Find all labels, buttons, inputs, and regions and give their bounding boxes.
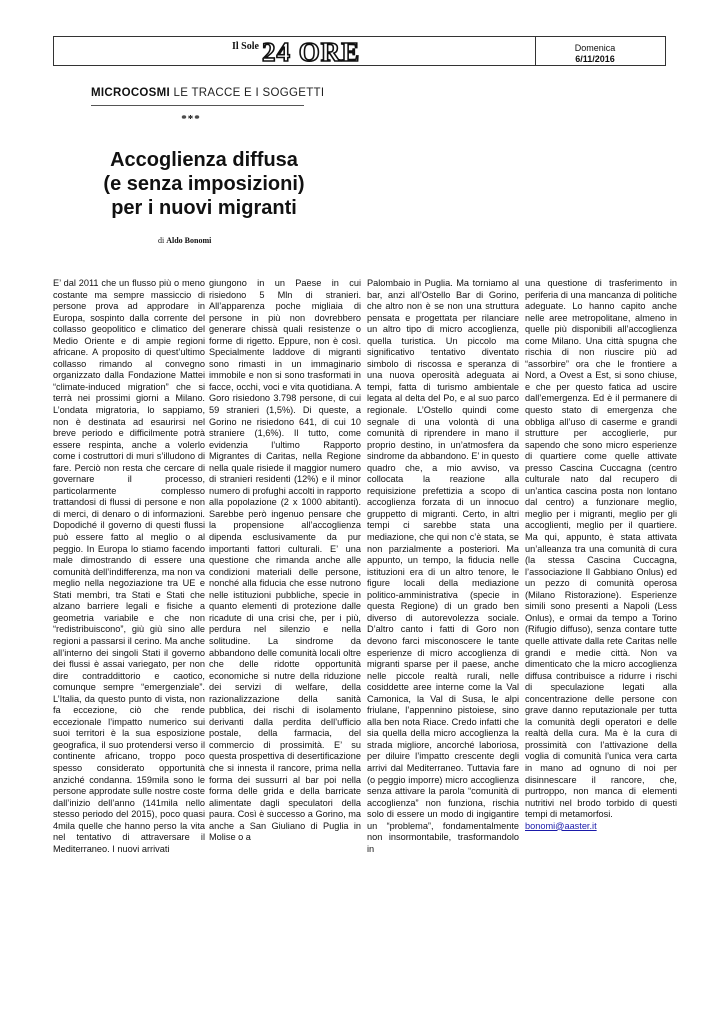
section-heading — [91, 87, 324, 99]
section-subtitle: LE TRACCE E I SOGGETTI — [173, 87, 325, 99]
section-rule — [91, 105, 304, 106]
title-line-2: (e senza imposizioni) — [103, 173, 305, 195]
article-column-2: giungono in un Paese in cui risiedono 5 Mln di stranieri. All’apparenza poche migliaia di persone in più non dovrebbero generare chissà quali resistenze o forme di rigetto. Eppure, non è così. Specialmente laddove di migranti sono rimasti in un immaginario immobile e non si sono trasformati in facce, occhi, voci e vita quotidiana. A Goro risiedono 3.798 persone, di cui 59 stranieri (1,5%). Di queste, a Gorino ne risiedono 641, di cui 10 straniere (1,6%). Il tutto, come evidenzia l’ultimo Rapporto Migrantes di Caritas, nella Regione nella quale risiede il maggior numero di stranieri residenti (12%) e il minor numero di profughi accolti in rapporto alla popolazione (2 x 1000 abitanti). Sarebbe però ingenuo pensare che la propensione all’accoglienza dipenda esclusivamente da pur importanti fattori culturali. E’ una questione che rimanda anche alle condizioni materiali delle persone, nonché alla fiducia che esse nutrono nelle istituzioni pubbliche, specie in quanto elementi di protezione dalle ricadute di una crisi che, per i più, perdura nel silenzio e nella solitudine. La sindrome da abbandono delle comunità locali oltre che delle ridotte opportunità economiche si nutre della riduzione dei servizi di welfare, della razionalizzazione della sanità pubblica, dei rischi di isolamento derivanti dalla perdita dell’ufficio postale, della farmacia, del commercio di prossimità. E’ su questa prospettiva di desertificazione che si innesta il rancore, prima nella forma dei sussurri al bar poi nella forma delle grida e della barricate alimentate dagli speculatori della paura. Così è successo a Gorino, ma anche a San Giuliano di Puglia in Molise o a — [209, 278, 361, 843]
logo-24-ore: 24 ORE — [261, 37, 361, 67]
section-stars: *** — [181, 113, 201, 125]
author-email-link[interactable]: bonomi@aaster.it — [525, 820, 597, 831]
issue-date-value: 6/11/2016 — [575, 54, 615, 64]
byline-prefix: di — [158, 236, 165, 245]
title-line-3: per i nuovi migranti — [111, 197, 297, 219]
issue-date — [535, 43, 655, 65]
article-column-4 — [525, 278, 677, 832]
article-column-3: Palombaio in Puglia. Ma torniamo al bar, anzi all’Ostello Bar di Gorino, che altro non è se non una struttura pensata e progettata per rilanciare un altro tipo di micro accoglienza, quella turistica. Un piccolo ma significativo tentativo diventato simbolo di riscossa e speranza di una nuova operosità adeguata ai tempi, fatta di turismo ambientale legata al delta del Po, e al suo parco regionale. L’Ostello quindi come segnale di una volontà di una comunità di riprendere in mano il proprio destino, in un’atmosfera da sindrome da abbandono. E’ in questo quadro che, a mio avviso, va collocata la reazione alla requisizione prefettizia a scopo di accoglienza forzata di un innocuo gruppetto di migranti. Certo, in altri tempi ci sarebbe stata una mediazione, che qui non c’è stata, se non parzialmente a posteriori. Ma appunto, un tempo, la fiducia nelle istituzioni era di un altro tenore, le figure locali della mediazione politico-amministrativa (specie in questa Regione) di un grado ben diverso di autorevolezza sociale. D’altro canto i fatti di Goro non devono farci misconoscere le tante esperienze di micro accoglienza di migranti sparse per il paese, anche nelle piccole realtà rurali, nelle cosiddette aree interne come la Val Camonica, la Val di Susa, le alpi friulane, l’appennino pistoiese, sino alla ben nota Riace. Credo infatti che sia quella della micro accoglienza la strada migliore, ancorché laboriosa, per diluire l’impatto crescente degli arrivi dal Mediterraneo. Tuttavia fare (o peggio imporre) micro accoglienza senza attivare la parola “comunità di accoglienza” non funziona, rischia solo di essere un modo di ingigantire un “problema”, fondamentalmente non insormontabile, trasformandolo in — [367, 278, 519, 854]
byline — [158, 236, 211, 245]
article-column-1: E’ dal 2011 che un flusso più o meno costante ma sempre massiccio di persone prova ad approdare in Europa, sospinto dalla corrente del collasso geopolitico e climatico del Medio Oriente e di ampie regioni africane. A proposito di quest’ultimo collasso rimando al convegno organizzato dalla Fondazione Mattei “climate-induced migration” che si terrà nei prossimi giorni a Milano. L’ondata migratoria, lo sappiamo, non è destinata ad esaurirsi nel breve periodo e difficilmente potrà essere respinta, anche a volerlo come i costruttori di muri s’illudono di fare. Perciò non resta che cercare di governare il processo, particolarmente complesso trattandosi di flussi di persone e non di merci, di denaro o di informazioni. Dopodiché il governo di questi flussi può essere fatto al meglio o al peggio. In Europa lo stiamo facendo male dimostrando di essere una comunità dell’indifferenza, ma non va meglio nella negoziazione tra UE e Stati membri, tra Stati e Stati che alzano barriere legali e fisiche a geometria variabile e che non “redistribuiscono”, giù giù sino alle regioni a passarsi il cerino. Ma anche all’interno dei singoli Stati il governo dei flussi è assai variegato, per non dire contraddittorio e caotico, comunque sempre “emergenziale”. L’Italia, da questo punto di vista, non fa eccezione, ciò che rende eccezionale l’impatto numerico sui suoi territori è la sua esposizione geografica, il suo protendersi verso il continente africano, troppo poco spesso considerato opportunità anziché condanna. 159mila sono le persone approdate sulle nostre coste dall’inizio dell’anno (141mila nello stesso periodo del 2015), poco quasi 4mila quelle che hanno perso la vita nel tentativo di attraversare il Mediterraneo. I nuovi arrivati — [53, 278, 205, 854]
newspaper-logo — [232, 34, 360, 66]
logo-il-sole: Il Sole — [232, 41, 259, 52]
author-name: Aldo Bonomi — [166, 236, 212, 245]
title-line-1: Accoglienza diffusa — [110, 149, 298, 171]
column-4-text: una questione di trasferimento in periferia di una mancanza di politiche adeguate. Lo hanno capito anche nelle aree metropolitane, almeno in quelle più disponibili all’accoglienza come Milano. Una città spugna che rischia di non riuscire più ad “assorbire” ora che le frontiere a Nord, a Ovest a Est, si sono chiuse, e che per questo fatica ad uscire dall’emergenza. Ed è il permanere di questo stato di emergenza che obbliga all’uso di caserme e grandi strutture per accoglierle, pur sapendo che sono micro esperienze di quartiere come quelle attivate presso Cascina Cuccagna (centro culturale nato dal recupero di un’antica cascina posta non lontano dal centro) a funzionare meglio, meglio per i migranti, meglio per gli accoglienti, meglio per il quartiere. Ma qui, appunto, è stata attivata un’alleanza tra una comunità di cura (la stessa Cascina Cuccagna, l’associazione Il Gabbiano Onlus) ed un pezzo di comunità operosa (Milano Ristorazione). Esperienze simili sono presenti a Napoli (Less Onlus), e ormai da tempo a Torino (Rifugio diffuso), senza contare tutte quelle attivate dalla rete Caritas nelle grandi e medie città. Non va dimenticato che la micro accoglienza diffusa contribuisce a ridurre i rischi di speculazione legati alla concentrazione delle persone con grave danno reputazionale per tutta la comunità degli operatori e delle realtà della cura. Ma è la cura di prossimità con l’attivazione della voglia di comunità l’unica vera carta in mano ad ognuno di noi per disinnescare il rancore, che, purtroppo, non manca di elementi nutritivi nel brodo torbido di questi tempi di metamorfosi. — [525, 278, 677, 820]
section-name: MICROCOSMI — [91, 87, 171, 99]
issue-day: Domenica — [574, 43, 616, 53]
article-title — [54, 148, 354, 220]
